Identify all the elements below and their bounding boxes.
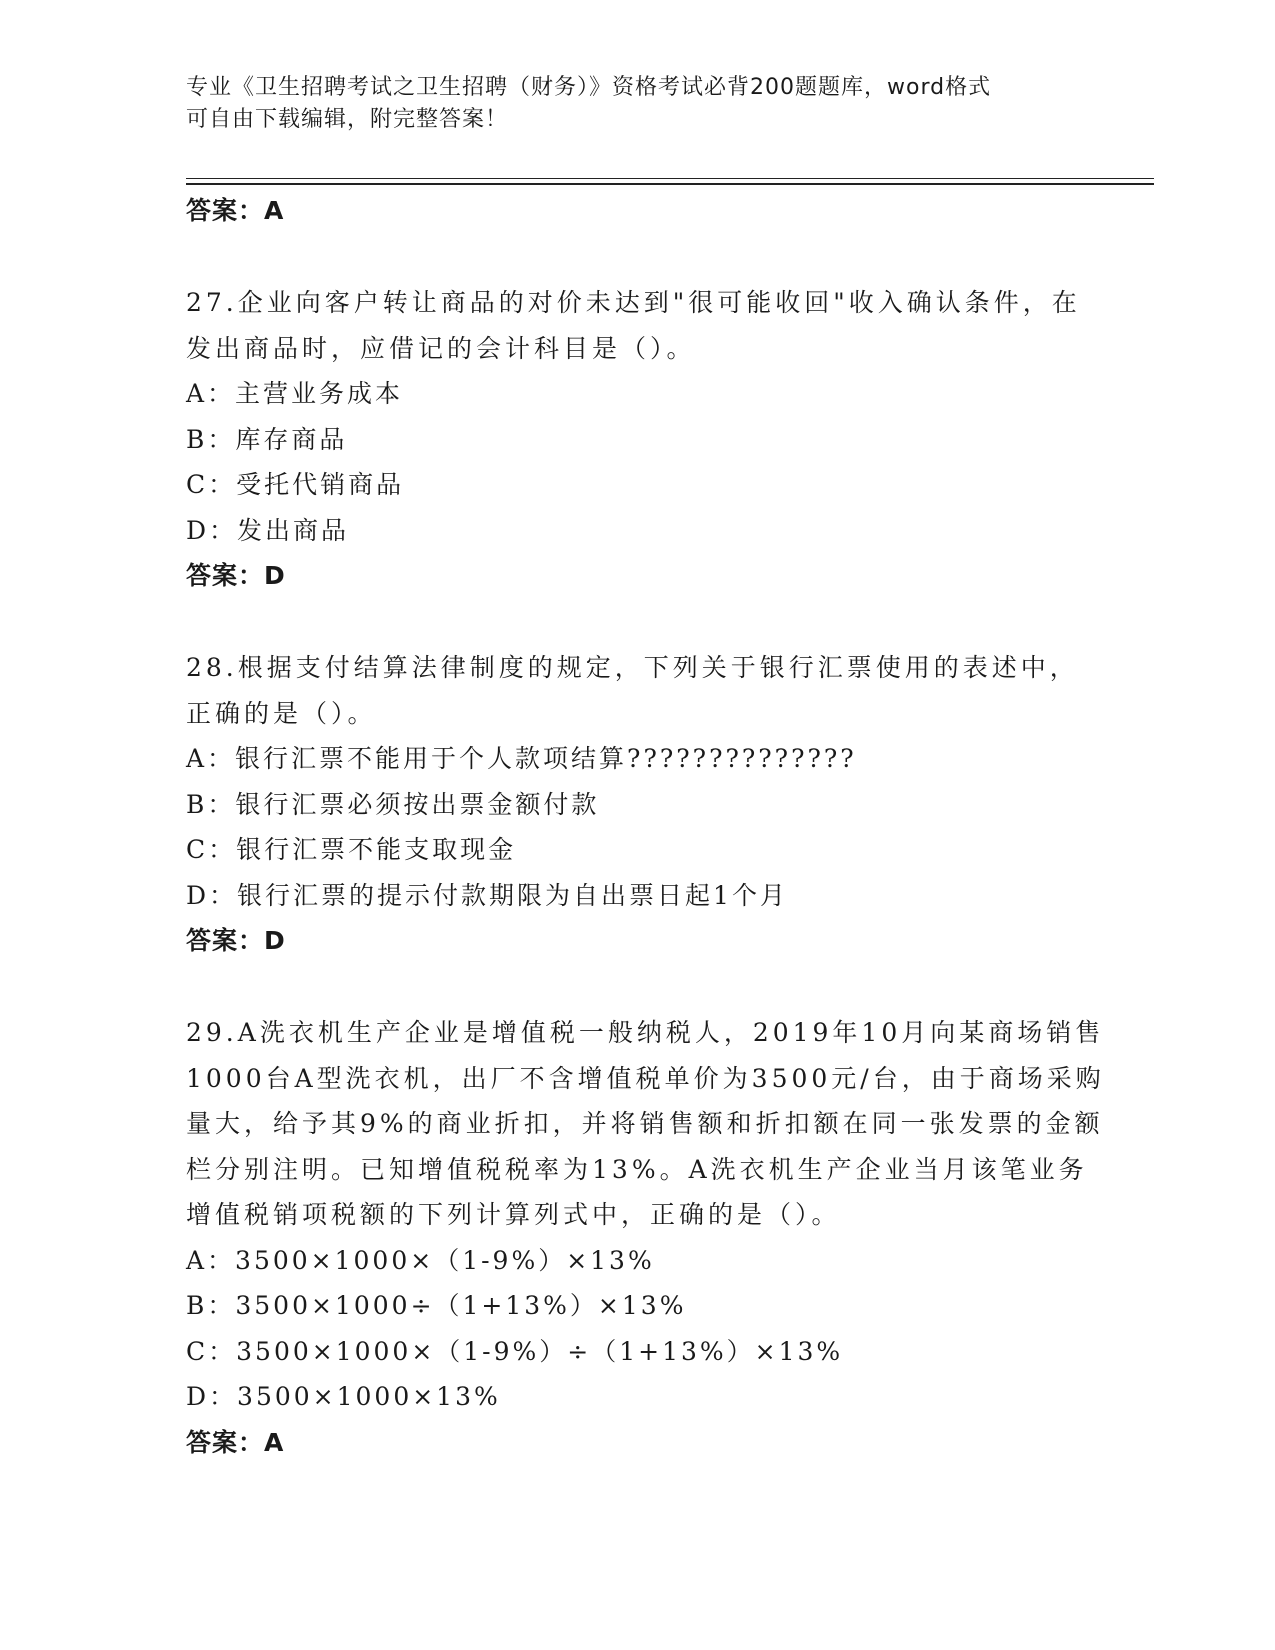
spacer — [186, 234, 1106, 280]
question-text: 27.企业向客户转让商品的对价未达到"很可能收回"收入确认条件，在发出商品时，应借记的会计科目是（）。 — [186, 288, 1081, 363]
option-b: B：3500×1000÷（1+13%）×13% — [186, 1291, 687, 1320]
header-divider-thick — [186, 183, 1154, 185]
option-d: D：银行汇票的提示付款期限为自出票日起1个月 — [186, 880, 788, 910]
question-28 — [186, 645, 1106, 964]
header-line-2: 可自由下载编辑，附完整答案！ — [186, 107, 509, 132]
question-text: 29.A洗衣机生产企业是增值税一般纳税人，2019年10月向某商场销售1000台A型洗衣机，出厂不含增值税单价为3500元/台，由于商场采购量大，给予其9%的商业折扣，并将销售额和折扣额在同一张发票的金额栏分别注明。已知增值税税率为13%。A洗衣机生产企业当月该笔业务增值税销项税额的下列计算列式中，正确的是（）。 — [186, 1018, 1105, 1229]
question-list — [186, 188, 1106, 1466]
document-header — [186, 72, 1086, 136]
option-d: D：3500×1000×13% — [186, 1382, 501, 1411]
answer: 答案：D — [186, 926, 286, 955]
option-a: A：主营业务成本 — [186, 379, 404, 408]
answer: 答案：A — [186, 1427, 285, 1457]
answer: 答案：D — [186, 561, 286, 590]
spacer — [186, 599, 1106, 645]
question-27 — [186, 280, 1106, 599]
header-line-1: 专业《卫生招聘考试之卫生招聘（财务）》资格考试必背200题题库，word格式 — [186, 75, 992, 100]
option-c: C：3500×1000×（1-9%）÷（1+13%）×13% — [186, 1336, 844, 1366]
option-a: A：银行汇票不能用于个人款项结算?????????????? — [186, 744, 857, 773]
option-c: C：银行汇票不能支取现金 — [186, 835, 517, 864]
option-b: B：库存商品 — [186, 424, 348, 454]
option-b: B：银行汇票必须按出票金额付款 — [186, 789, 600, 819]
previous-answer: 答案：A — [186, 196, 285, 225]
question-29 — [186, 1010, 1106, 1466]
option-c: C：受托代销商品 — [186, 470, 405, 499]
question-text: 28.根据支付结算法律制度的规定，下列关于银行汇票使用的表述中，正确的是（）。 — [186, 653, 1079, 728]
spacer — [186, 964, 1106, 1010]
option-a: A：3500×1000×（1-9%）×13% — [186, 1245, 655, 1275]
option-d: D：发出商品 — [186, 515, 350, 545]
header-divider-thin — [186, 178, 1154, 179]
